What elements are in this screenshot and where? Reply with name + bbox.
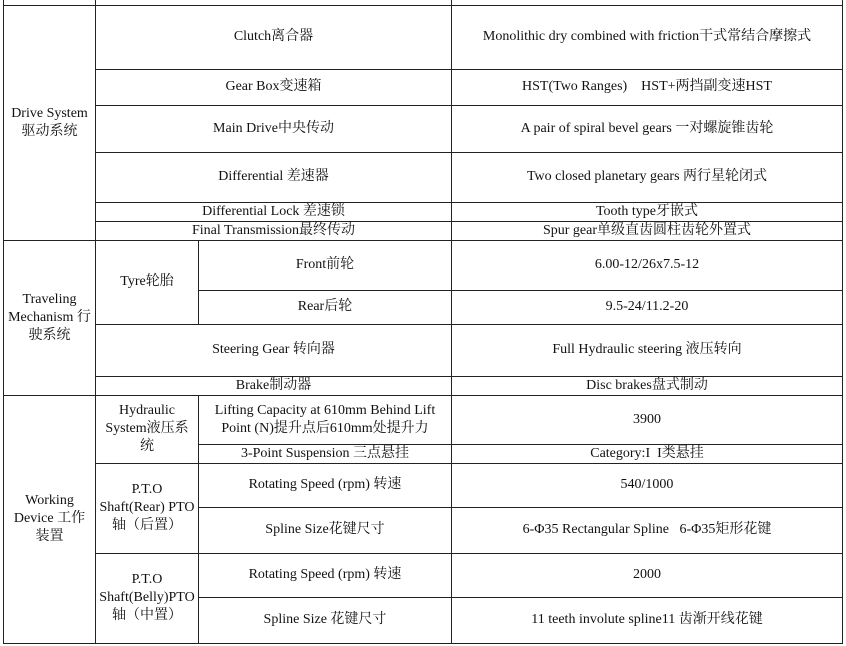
pto-belly-spline-label: Spline Size 花键尺寸	[199, 597, 452, 643]
table-row	[4, 105, 843, 152]
tyre-rear-value: 9.5-24/11.2-20	[452, 290, 843, 324]
brake-value: Disc brakes盘式制动	[452, 376, 843, 395]
tyre-front-value: 6.00-12/26x7.5-12	[452, 240, 843, 290]
diff-lock-value: Tooth type牙嵌式	[452, 202, 843, 221]
steering-value: Full Hydraulic steering 液压转向	[452, 324, 843, 376]
section-working-device: Working Device 工作装置	[4, 395, 96, 643]
differential-value: Two closed planetary gears 两行星轮闭式	[452, 152, 843, 202]
section-drive-system: Drive System驱动系统	[4, 5, 96, 240]
pto-belly-speed-label: Rotating Speed (rpm) 转速	[199, 553, 452, 597]
pto-rear-speed-value: 540/1000	[452, 463, 843, 507]
section-traveling-mechanism: Traveling Mechanism 行驶系统	[4, 240, 96, 395]
pto-rear-spline-value: 6-Φ35 Rectangular Spline 6-Φ35矩形花键	[452, 507, 843, 553]
pto-belly-speed-value: 2000	[452, 553, 843, 597]
table-row	[4, 553, 843, 597]
main-drive-value: A pair of spiral bevel gears 一对螺旋锥齿轮	[452, 105, 843, 152]
spec-table	[3, 0, 843, 644]
hydraulic-group: Hydraulic System液压系统	[96, 395, 199, 463]
tyre-rear-label: Rear后轮	[199, 290, 452, 324]
table-row	[4, 395, 843, 444]
gearbox-label: Gear Box变速箱	[96, 69, 452, 105]
pto-belly-group: P.T.O Shaft(Belly)PTO轴（中置）	[96, 553, 199, 643]
table-row	[4, 376, 843, 395]
table-row	[4, 221, 843, 240]
final-transmission-label: Final Transmission最终传动	[96, 221, 452, 240]
steering-label: Steering Gear 转向器	[96, 324, 452, 376]
gearbox-value: HST(Two Ranges) HST+两挡副变速HST	[452, 69, 843, 105]
pto-rear-speed-label: Rotating Speed (rpm) 转速	[199, 463, 452, 507]
table-row	[4, 240, 843, 290]
lift-capacity-label: Lifting Capacity at 610mm Behind Lift Point (N)提升点后610mm处提升力	[199, 395, 452, 444]
table-row	[4, 202, 843, 221]
pto-belly-spline-value: 11 teeth involute spline11 齿渐开线花键	[452, 597, 843, 643]
lift-capacity-value: 3900	[452, 395, 843, 444]
main-drive-label: Main Drive中央传动	[96, 105, 452, 152]
table-row	[4, 5, 843, 69]
final-transmission-value: Spur gear单级直齿圆柱齿轮外置式	[452, 221, 843, 240]
suspension-value: Category:I I类悬挂	[452, 444, 843, 463]
pto-rear-spline-label: Spline Size花键尺寸	[199, 507, 452, 553]
table-row	[4, 69, 843, 105]
brake-label: Brake制动器	[96, 376, 452, 395]
pto-rear-group: P.T.O Shaft(Rear) PTO轴（后置）	[96, 463, 199, 553]
diff-lock-label: Differential Lock 差速锁	[96, 202, 452, 221]
differential-label: Differential 差速器	[96, 152, 452, 202]
suspension-label: 3-Point Suspension 三点悬挂	[199, 444, 452, 463]
table-row	[4, 463, 843, 507]
tyre-group: Tyre轮胎	[96, 240, 199, 324]
tyre-front-label: Front前轮	[199, 240, 452, 290]
clutch-label: Clutch离合器	[96, 5, 452, 69]
table-row	[4, 152, 843, 202]
table-row	[4, 324, 843, 376]
clutch-value: Monolithic dry combined with friction干式常结合摩擦式	[452, 5, 843, 69]
